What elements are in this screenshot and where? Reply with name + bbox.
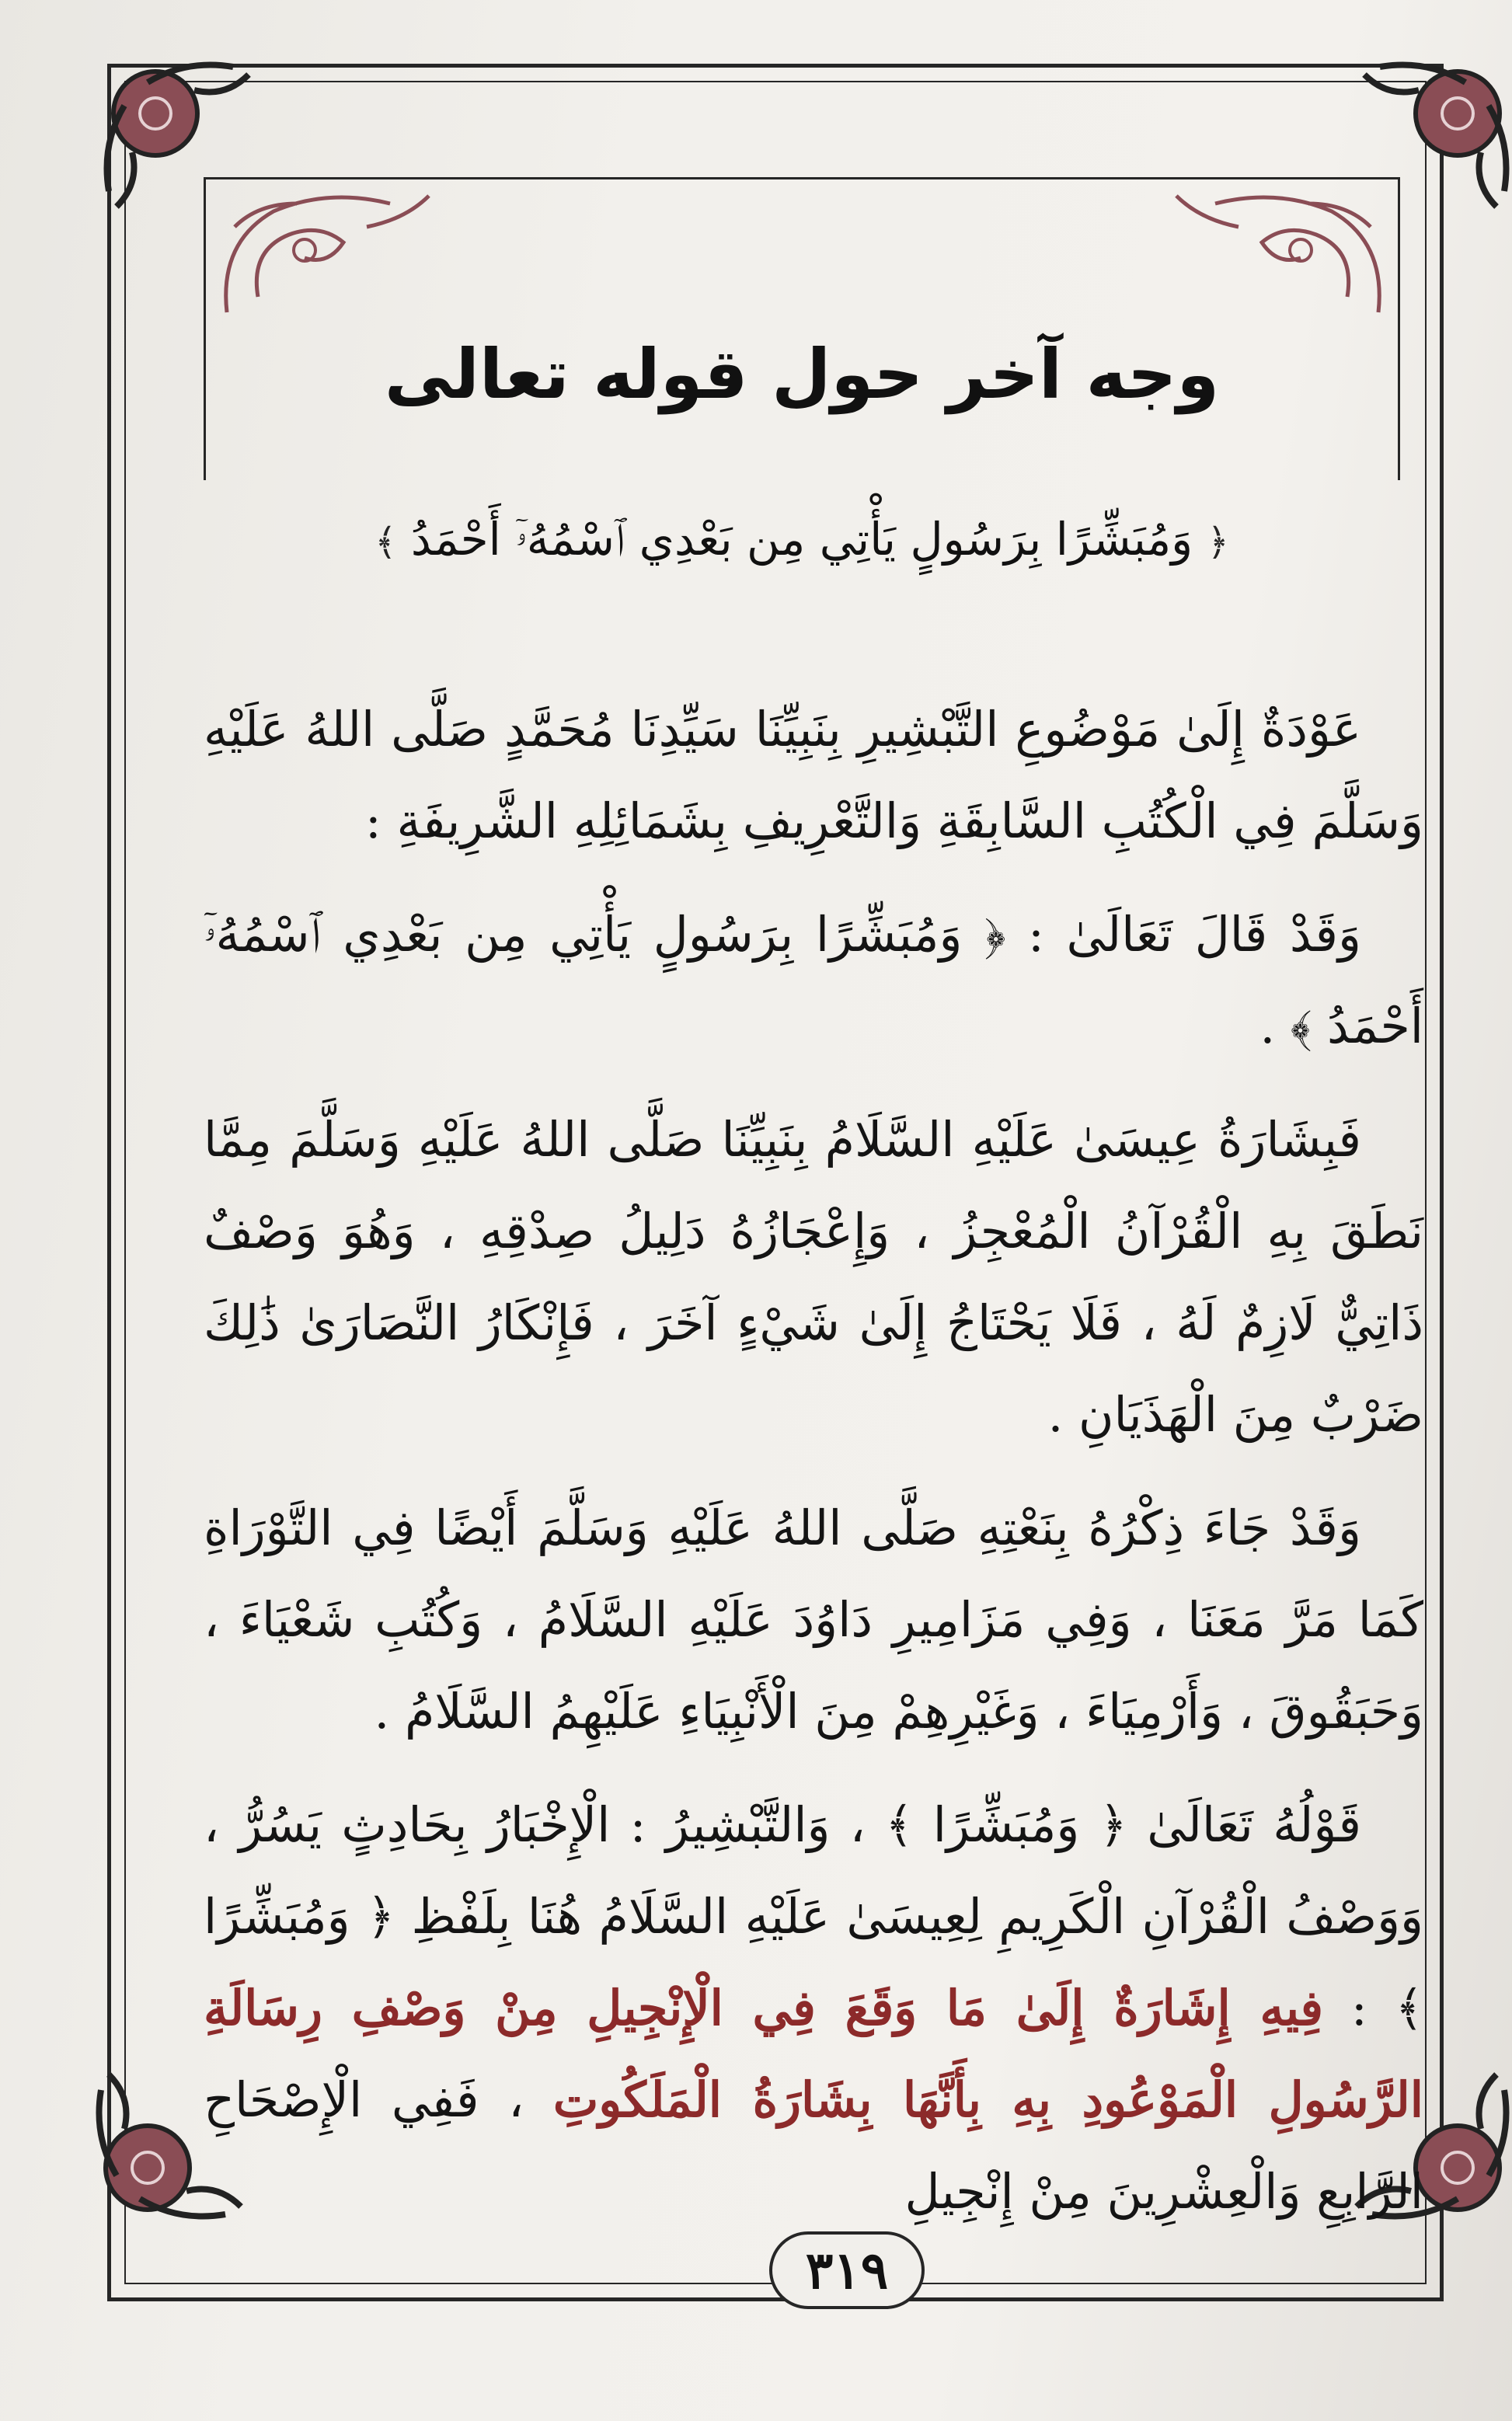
paragraph-text: ، فَفِي الْإِصْحَاحِ الرَّابِعِ وَالْعِشْرِينَ مِنْ إِنْجِيلِ — [204, 2071, 1423, 2220]
paragraph: وَقَدْ قَالَ تَعَالَىٰ : ﴿ وَمُبَشِّرًا بِرَسُولٍ يَأْتِي مِن بَعْدِي ٱسْمُهُۥٓ أَحْمَدُ ﴾ . — [204, 906, 1423, 1054]
highlighted-text: فِيهِ إِشَارَةٌ إِلَىٰ مَا وَقَعَ فِي الْإِنْجِيلِ مِنْ وَصْفِ رِسَالَةِ الرَّسُولِ الْمَوْعُودِ بِهِ بِأَنَّهَا بِشَارَةُ الْمَلَكُوتِ — [204, 1980, 1423, 2128]
header-verse-text: وَمُبَشِّرًا بِرَسُولٍ يَأْتِي مِن بَعْدِي ٱسْمُهُۥٓ أَحْمَدُ — [410, 513, 1193, 566]
paragraph-text: قَوْلُهُ تَعَالَىٰ ﴿ وَمُبَشِّرًا ﴾ ، وَالتَّبْشِيرُ : الْإِخْبَارُ بِحَادِثٍ يَسُرُّ ، وَوَصْفُ الْقُرْآنِ الْكَرِيمِ لِعِيسَىٰ عَلَيْهِ السَّلَامُ هُنَا بِلَفْظِ ﴿ وَمُبَشِّرًا ﴾ : — [204, 1796, 1423, 2036]
page-number: ٣١٩ — [805, 2240, 889, 2301]
flourish-ornament-left — [211, 180, 444, 328]
paragraph: فَبِشَارَةُ عِيسَىٰ عَلَيْهِ السَّلَامُ بِنَبِيِّنَا صَلَّى اللهُ عَلَيْهِ وَسَلَّمَ مِمَّا نَطَقَ بِهِ الْقُرْآنُ الْمُعْجِزُ ، وَإِعْجَازُهُ دَلِيلُ صِدْقِهِ ، وَهُوَ وَصْفٌ ذَاتِيٌّ لَازِمٌ لَهُ ، فَلَا يَحْتَاجُ إِلَىٰ شَيْءٍ آخَرَ ، فَإِنْكَارُ النَّصَارَىٰ ذَٰلِكَ ضَرْبٌ مِنَ الْهَذَيَانِ . — [204, 1111, 1423, 1443]
header-verse — [204, 513, 1400, 566]
flourish-ornament-right — [1161, 180, 1394, 328]
verse-bracket-open: ﴿ — [1207, 521, 1229, 564]
chapter-title: وجه آخر حول قوله تعالى — [384, 334, 1220, 414]
verse-bracket-close: ﴾ — [375, 521, 397, 564]
paragraph: وَقَدْ جَاءَ ذِكْرُهُ بِنَعْتِهِ صَلَّى اللهُ عَلَيْهِ وَسَلَّمَ أَيْضًا فِي التَّوْرَاةِ كَمَا مَرَّ مَعَنَا ، وَفِي مَزَامِيرِ دَاوُدَ عَلَيْهِ السَّلَامُ ، وَكُتُبِ شَعْيَاءَ ، وَحَبَقُوقَ ، وَأَرْمِيَاءَ ، وَغَيْرِهِمْ مِنَ الْأَنْبِيَاءِ عَلَيْهِمُ السَّلَامُ . — [204, 1500, 1423, 1740]
paragraph-last — [204, 1779, 1423, 2238]
paragraph: عَوْدَةٌ إِلَىٰ مَوْضُوعِ التَّبْشِيرِ بِنَبِيِّنَا سَيِّدِنَا مُحَمَّدٍ صَلَّى اللهُ عَلَيْهِ وَسَلَّمَ فِي الْكُتُبِ السَّابِقَةِ وَالتَّعْرِيفِ بِشَمَائِلِهِ الشَّرِيفَةِ : — [204, 701, 1423, 849]
body-text — [204, 684, 1423, 2259]
